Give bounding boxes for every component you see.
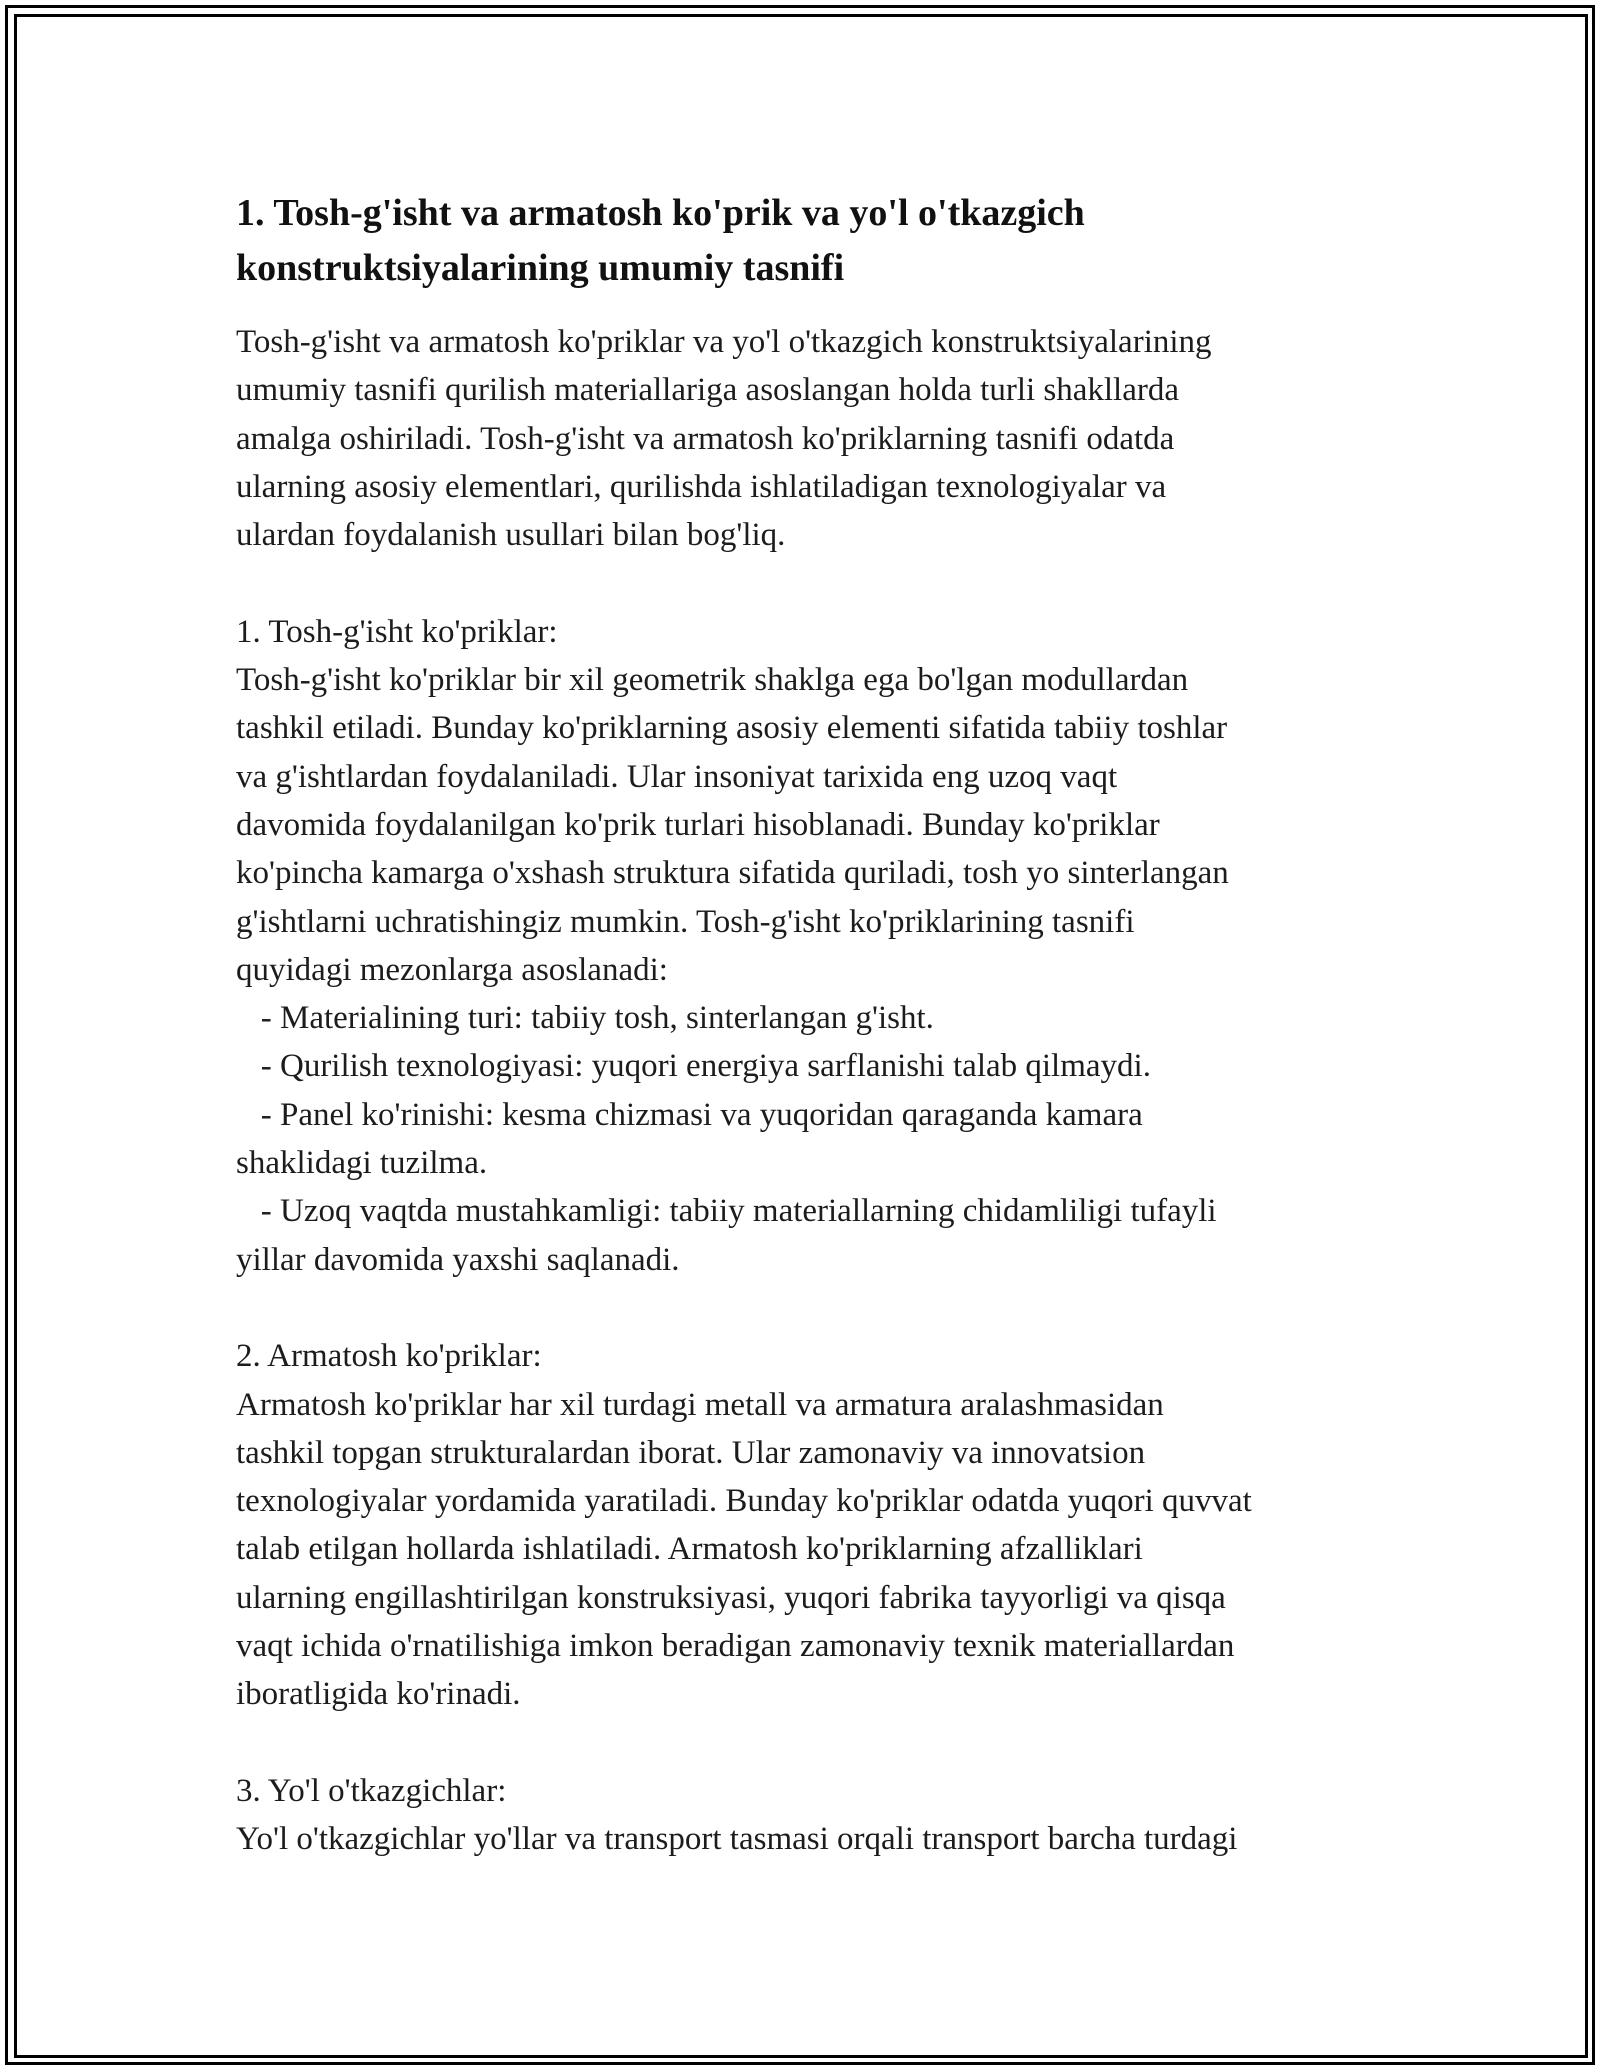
body-line: vaqt ichida o'rnatilishiga imkon beradigan zamonaviy texnik materiallardan: [236, 1628, 1235, 1665]
body-line: quyidagi mezonlarga asoslanadi:: [236, 951, 668, 988]
body-line: [236, 1719, 1406, 1767]
body-line: ularning asosiy elementlari, qurilishda ishlatiladigan texnologiyalar va: [236, 468, 1167, 505]
body-line: g'ishtlarni uchratishingiz mumkin. Tosh-g'isht ko'priklarining tasnifi: [236, 903, 1135, 940]
body-line: 1. Tosh-g'isht ko'priklar:: [236, 613, 558, 650]
body-line: davomida foydalanilgan ko'prik turlari hisoblanadi. Bunday ko'priklar: [236, 806, 1160, 843]
body-line: tashkil etiladi. Bunday ko'priklarning asosiy elementi sifatida tabiiy toshlar: [236, 710, 1228, 747]
body-line: ulardan foydalanish usullari bilan bog'liq.: [236, 517, 786, 554]
body-line: Tosh-g'isht ko'priklar bir xil geometrik shaklga ega bo'lgan modullardan: [236, 662, 1189, 699]
body-line: [236, 559, 1406, 607]
body-line: talab etilgan hollarda ishlatiladi. Armatosh ko'priklarning afzalliklari: [236, 1531, 1143, 1568]
body-line: 2. Armatosh ko'priklar:: [236, 1338, 542, 1375]
title-line-2: konstruktsiyalarining umumiy tasnifi: [236, 247, 845, 289]
body-line: ularning engillashtirilgan konstruksiyasi, yuqori fabrika tayyorligi va qisqa: [236, 1579, 1226, 1616]
body-line: Yo'l o'tkazgichlar yo'llar va transport tasmasi orqali transport barcha turdagi: [236, 1821, 1238, 1858]
document-title: [236, 186, 1406, 296]
body-line: ko'pincha kamarga o'xshash struktura sifatida quriladi, tosh yo sinterlangan: [236, 855, 1229, 892]
body-line: iboratligida ko'rinadi.: [236, 1676, 521, 1713]
document-content: [236, 186, 1406, 1864]
body-line: yillar davomida yaxshi saqlanadi.: [236, 1241, 680, 1278]
document-body: [236, 318, 1406, 1864]
body-line: Armatosh ko'priklar har xil turdagi metall va armatura aralashmasidan: [236, 1386, 1164, 1423]
body-line: umumiy tasnifi qurilish materiallariga asoslangan holda turli shakllarda: [236, 372, 1180, 409]
body-line: tashkil topgan strukturalardan iborat. Ular zamonaviy va innovatsion: [236, 1434, 1146, 1471]
title-line-1: 1. Tosh-g'isht va armatosh ko'prik va yo'l o'tkazgich: [236, 192, 1085, 234]
body-line: - Panel ko'rinishi: kesma chizmasi va yuqoridan qaraganda kamara: [236, 1096, 1143, 1133]
body-line: Tosh-g'isht va armatosh ko'priklar va yo'l o'tkazgich konstruktsiyalarining: [236, 324, 1212, 360]
body-line: texnologiyalar yordamida yaratiladi. Bunday ko'priklar odatda yuqori quvvat: [236, 1483, 1252, 1520]
body-line: [236, 1284, 1406, 1332]
body-line: - Uzoq vaqtda mustahkamligi: tabiiy materiallarning chidamliligi tufayli: [236, 1193, 1217, 1230]
body-line: 3. Yo'l o'tkazgichlar:: [236, 1772, 507, 1809]
body-line: - Materialining turi: tabiiy tosh, sinterlangan g'isht.: [236, 1000, 934, 1037]
body-line: shaklidagi tuzilma.: [236, 1145, 488, 1182]
body-line: - Qurilish texnologiyasi: yuqori energiya sarflanishi talab qilmaydi.: [236, 1048, 1151, 1085]
body-line: va g'ishtlardan foydalaniladi. Ular insoniyat tarixida eng uzoq vaqt: [236, 758, 1118, 795]
body-line: amalga oshiriladi. Tosh-g'isht va armatosh ko'priklarning tasnifi odatda: [236, 420, 1175, 457]
